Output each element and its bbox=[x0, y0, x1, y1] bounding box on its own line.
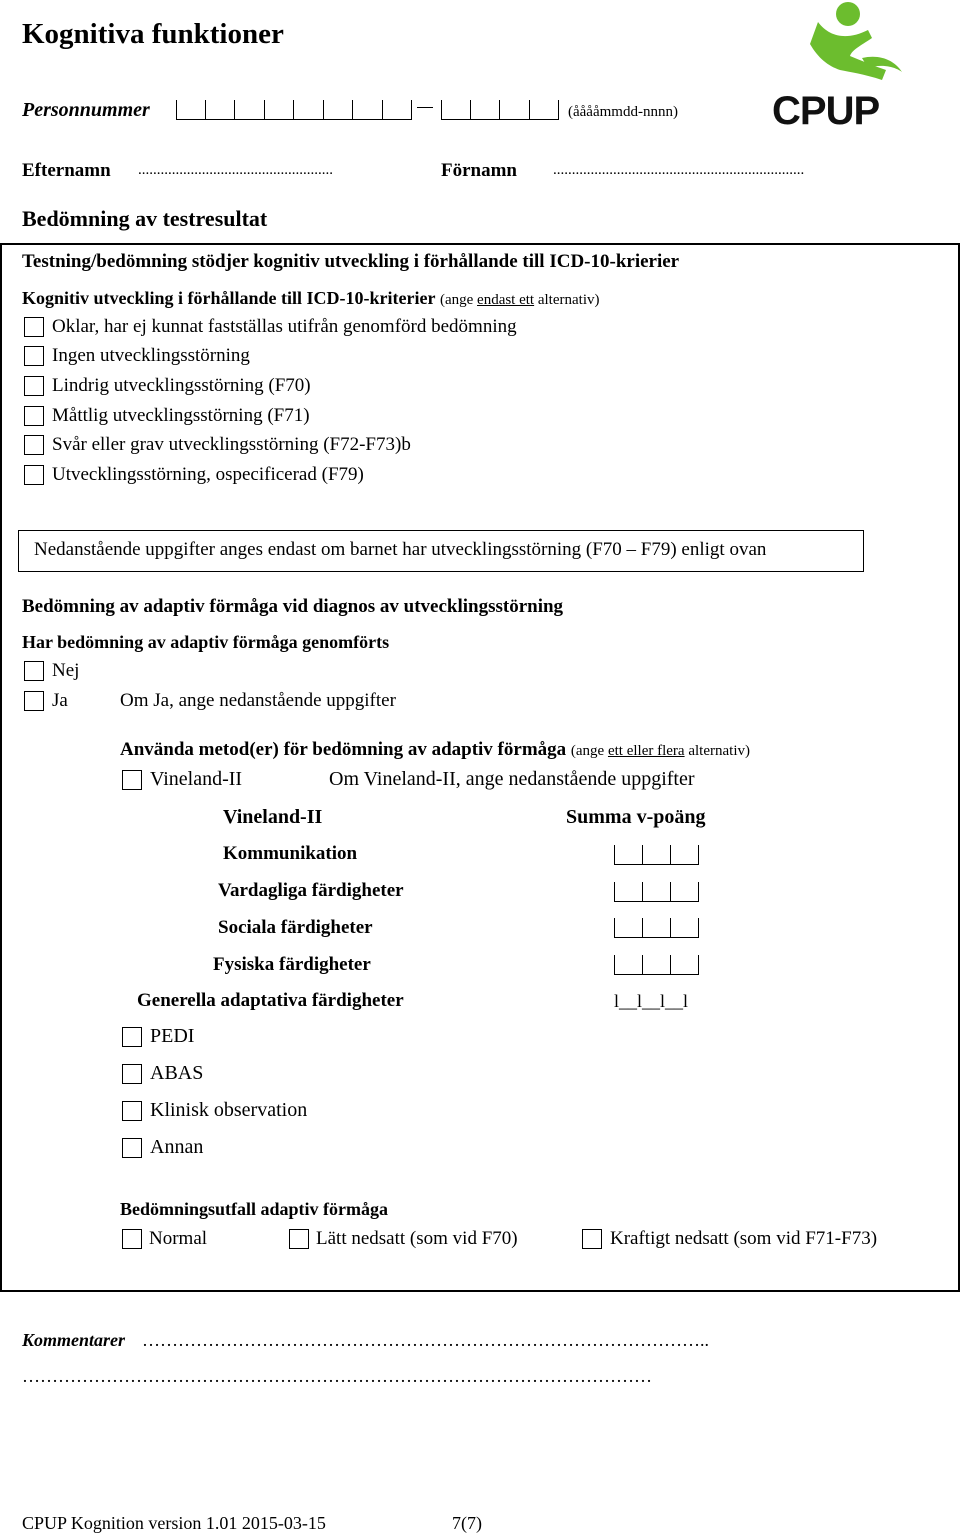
adaptive-question: Har bedömning av adaptiv förmåga genomförts bbox=[22, 632, 390, 652]
personnummer-suffix-field[interactable] bbox=[441, 100, 559, 120]
cpup-logo bbox=[770, 0, 910, 130]
cpup-logo-text: CPUP bbox=[772, 89, 880, 130]
comments-label: Kommentarer bbox=[22, 1330, 126, 1350]
adaptive-nej-checkbox[interactable] bbox=[24, 661, 44, 681]
method-abas-checkbox[interactable] bbox=[122, 1064, 142, 1084]
methods-heading-row bbox=[120, 739, 750, 761]
methods-hint-underline: ett eller flera bbox=[607, 743, 685, 759]
adaptive-ja-checkbox[interactable] bbox=[24, 691, 44, 711]
testing-subheading-row bbox=[22, 288, 600, 309]
vineland-score-field[interactable] bbox=[614, 918, 699, 938]
footer-page-number: 7(7) bbox=[452, 1513, 482, 1533]
outcome-severe-label: Kraftigt nedsatt (som vid F71-F73) bbox=[610, 1228, 878, 1249]
comments-field-line-1[interactable]: ………………………………………………………………………………….. bbox=[142, 1330, 709, 1350]
efternamn-label: Efternamn bbox=[22, 160, 111, 181]
option-f70-checkbox[interactable] bbox=[24, 376, 44, 396]
method-clinical-observation-checkbox[interactable] bbox=[122, 1101, 142, 1121]
outcome-mild-label: Lätt nedsatt (som vid F70) bbox=[316, 1228, 518, 1249]
hint-post: alternativ) bbox=[534, 292, 600, 308]
methods-hint-pre: (ange bbox=[570, 743, 608, 759]
option-none-label: Ingen utvecklingsstörning bbox=[52, 345, 250, 366]
method-vineland-checkbox[interactable] bbox=[122, 770, 142, 790]
fornamn-label: Förnamn bbox=[441, 160, 517, 181]
method-pedi-checkbox[interactable] bbox=[122, 1027, 142, 1047]
option-f70-label: Lindrig utvecklingsstörning (F70) bbox=[52, 375, 311, 396]
method-clinical-observation-label: Klinisk observation bbox=[150, 1099, 308, 1121]
adaptive-nej-label: Nej bbox=[52, 660, 80, 681]
efternamn-field[interactable]: .................................................... bbox=[138, 162, 333, 178]
vineland-row-label: Vardagliga färdigheter bbox=[218, 880, 404, 901]
vineland-row-label: Kommunikation bbox=[223, 843, 358, 864]
note-text: Nedanstående uppgifter anges endast om barnet har utvecklingsstörning (F70 – F79) enligt ovan bbox=[34, 539, 767, 560]
outcome-normal-checkbox[interactable] bbox=[122, 1229, 142, 1249]
vineland-row-label: Sociala färdigheter bbox=[218, 917, 373, 938]
option-f79-checkbox[interactable] bbox=[24, 465, 44, 485]
adaptive-heading: Bedömning av adaptiv förmåga vid diagnos av utvecklingsstörning bbox=[22, 596, 564, 617]
comments-field-line-2[interactable]: …………………………………………………………………………………………… bbox=[22, 1366, 652, 1386]
outcome-heading: Bedömningsutfall adaptiv förmåga bbox=[120, 1199, 389, 1219]
section-title: Bedömning av testresultat bbox=[22, 206, 268, 231]
option-f72-f73-label: Svår eller grav utvecklingsstörning (F72-F73)b bbox=[52, 434, 411, 455]
method-vineland-label: Vineland-II bbox=[150, 768, 243, 790]
personnummer-label: Personnummer bbox=[22, 99, 150, 121]
personnummer-format-hint: (ååååmmdd-nnnn) bbox=[568, 104, 678, 120]
testing-heading: Testning/bedömning stödjer kognitiv utveckling i förhållande till ICD-10-krierier bbox=[22, 251, 680, 272]
option-unclear-checkbox[interactable] bbox=[24, 317, 44, 337]
testing-hint bbox=[440, 292, 600, 308]
method-abas-label: ABAS bbox=[150, 1062, 204, 1084]
vineland-score-field[interactable] bbox=[614, 845, 699, 865]
option-f72-f73-checkbox[interactable] bbox=[24, 435, 44, 455]
vineland-hint: Om Vineland-II, ange nedanstående uppgifter bbox=[329, 768, 695, 790]
methods-heading: Använda metod(er) för bedömning av adaptiv förmåga bbox=[120, 739, 567, 760]
adaptive-ja-label: Ja bbox=[52, 690, 68, 711]
vineland-general-field[interactable]: l__l__l__l bbox=[614, 991, 689, 1011]
option-f71-label: Måttlig utvecklingsstörning (F71) bbox=[52, 405, 310, 426]
methods-hint-post: alternativ) bbox=[684, 743, 750, 759]
outcome-severe-checkbox[interactable] bbox=[582, 1229, 602, 1249]
personnummer-date-field[interactable] bbox=[176, 100, 412, 120]
fornamn-field[interactable]: ................................................................... bbox=[553, 162, 805, 178]
vineland-table-col1: Vineland-II bbox=[223, 806, 323, 828]
page-title: Kognitiva funktioner bbox=[22, 18, 284, 50]
method-other-checkbox[interactable] bbox=[122, 1138, 142, 1158]
personnummer-dash bbox=[417, 107, 433, 108]
methods-hint bbox=[571, 743, 750, 759]
vineland-general-label: Generella adaptativa färdigheter bbox=[137, 990, 404, 1011]
cpup-logo-graphic bbox=[770, 0, 910, 130]
footer-version: CPUP Kognition version 1.01 2015-03-15 bbox=[22, 1513, 326, 1533]
testing-subheading: Kognitiv utveckling i förhållande till ICD-10-kriterier bbox=[22, 288, 436, 308]
option-unclear-label: Oklar, har ej kunnat fastställas utifrån genomförd bedömning bbox=[52, 316, 517, 337]
method-other-label: Annan bbox=[150, 1136, 204, 1158]
vineland-score-field[interactable] bbox=[614, 882, 699, 902]
outcome-normal-label: Normal bbox=[149, 1228, 208, 1249]
option-f71-checkbox[interactable] bbox=[24, 406, 44, 426]
vineland-row-label: Fysiska färdigheter bbox=[213, 954, 371, 975]
option-none-checkbox[interactable] bbox=[24, 346, 44, 366]
hint-underline: endast ett bbox=[477, 292, 535, 308]
vineland-table-col2: Summa v-poäng bbox=[566, 806, 706, 828]
hint-pre: (ange bbox=[439, 292, 478, 308]
method-pedi-label: PEDI bbox=[150, 1025, 195, 1047]
vineland-score-field[interactable] bbox=[614, 955, 699, 975]
adaptive-ja-hint: Om Ja, ange nedanstående uppgifter bbox=[120, 690, 396, 711]
option-f79-label: Utvecklingsstörning, ospecificerad (F79) bbox=[52, 464, 364, 485]
outcome-mild-checkbox[interactable] bbox=[289, 1229, 309, 1249]
